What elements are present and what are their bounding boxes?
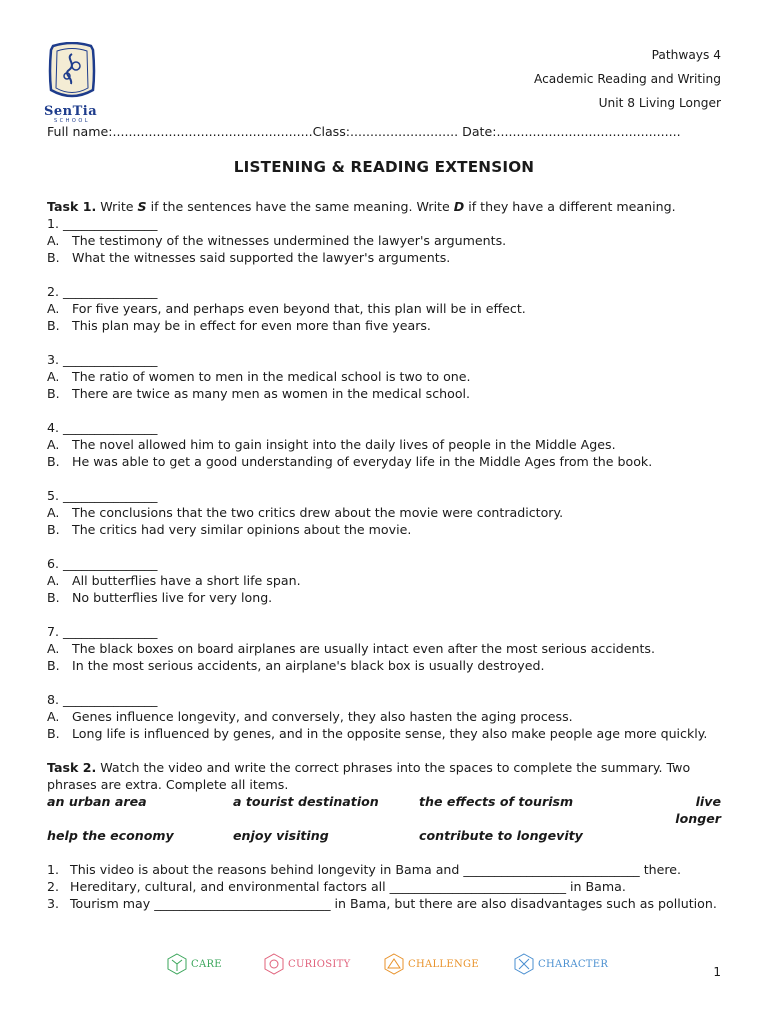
- phrase: a tourist destination: [233, 794, 379, 809]
- task1-label: Task 1.: [47, 199, 97, 214]
- option-b: No butterflies live for very long.: [72, 590, 273, 605]
- answer-blank[interactable]: 2. _______________: [47, 284, 158, 299]
- curiosity-icon: [262, 952, 286, 976]
- answer-blank[interactable]: 4. _______________: [47, 420, 158, 435]
- phrase: live longer: [675, 794, 721, 826]
- task2-instruction: [47, 759, 721, 793]
- question-2: 2. _______________ A. For five years, and perhaps even beyond that, this plan will be in effect. B. This plan may be in effect for even more than five years.: [47, 283, 721, 334]
- item-text[interactable]: Tourism may ____________________________ in Bama, but there are also disadvantages such as pollution.: [70, 896, 717, 911]
- option-a: The conclusions that the two critics drew about the movie were contradictory.: [72, 505, 564, 520]
- task1-instr-b: if the sentences have the same meaning. Write: [146, 199, 454, 214]
- item-text[interactable]: Hereditary, cultural, and environmental factors all ____________________________ in Bama.: [70, 879, 626, 894]
- task1-s-letter: S: [137, 199, 147, 214]
- page-number: 1: [713, 965, 721, 979]
- summary-item-3: [47, 895, 721, 912]
- option-b: In the most serious accidents, an airplane's black box is usually destroyed.: [72, 658, 545, 673]
- worksheet-content: [47, 198, 721, 912]
- phrase: enjoy visiting: [233, 828, 329, 843]
- character-icon: [512, 952, 536, 976]
- values-footer: [0, 952, 768, 978]
- task2-instr-text: Watch the video and write the correct phrases into the spaces to complete the summary. Two phrases are extra. Complete all items.: [47, 760, 691, 792]
- task1-instr-c: if they have a different meaning.: [464, 199, 676, 214]
- option-a: For five years, and perhaps even beyond that, this plan will be in effect.: [72, 301, 526, 316]
- item-number: 1.: [47, 862, 60, 877]
- item-number: 3.: [47, 896, 60, 911]
- task1-instruction: [47, 198, 721, 215]
- logo-sub: SCHOOL: [54, 118, 91, 124]
- phrase: an urban area: [47, 794, 147, 809]
- option-b: The critics had very similar opinions about the movie.: [72, 522, 412, 537]
- option-a: The novel allowed him to gain insight into the daily lives of people in the Middle Ages.: [72, 437, 616, 452]
- curiosity-label: CURIOSITY: [288, 958, 351, 970]
- challenge-icon: [382, 952, 406, 976]
- phrase: contribute to longevity: [419, 828, 583, 843]
- option-a: Genes influence longevity, and conversely, they also hasten the aging process.: [72, 709, 573, 724]
- option-b: This plan may be in effect for even more than five years.: [72, 318, 431, 333]
- care-icon: [165, 952, 189, 976]
- answer-blank[interactable]: 8. _______________: [47, 692, 158, 707]
- question-1: 1. _______________ A. The testimony of the witnesses undermined the lawyer's arguments. B. What the witnesses said supported the lawyer's arguments.: [47, 215, 721, 266]
- phrase: help the economy: [47, 828, 174, 843]
- care-label: CARE: [191, 958, 222, 970]
- answer-blank[interactable]: 3. _______________: [47, 352, 158, 367]
- character-badge: [512, 952, 608, 976]
- answer-blank[interactable]: 7. _______________: [47, 624, 158, 639]
- option-a: The black boxes on board airplanes are usually intact even after the most serious accidents.: [72, 641, 655, 656]
- option-a: The ratio of women to men in the medical school is two to one.: [72, 369, 471, 384]
- answer-blank[interactable]: 6. _______________: [47, 556, 158, 571]
- question-8: 8. _______________ A. Genes influence longevity, and conversely, they also hasten the aging process. B. Long life is influenced by genes, and in the opposite sense, they also make people age more quickly.: [47, 691, 721, 742]
- question-3: 3. _______________ A. The ratio of women to men in the medical school is two to one. B. There are twice as many men as women in the medical school.: [47, 351, 721, 402]
- item-number: 2.: [47, 879, 60, 894]
- school-crest-icon: [47, 42, 97, 100]
- option-b: Long life is influenced by genes, and in the opposite sense, they also make people age more quickly.: [72, 726, 708, 741]
- phrase: the effects of tourism: [419, 794, 574, 809]
- question-4: 4. _______________ A. The novel allowed him to gain insight into the daily lives of people in the Middle Ages. B. He was able to get a good understanding of everyday life in the Middle Ages from the book.: [47, 419, 721, 470]
- task2-label: Task 2.: [47, 760, 97, 775]
- course-subject: Academic Reading and Writing: [533, 72, 721, 86]
- question-5: 5. _______________ A. The conclusions that the two critics drew about the movie were contradictory. B. The critics had very similar opinions about the movie.: [47, 487, 721, 538]
- character-label: CHARACTER: [538, 958, 609, 970]
- school-logo: [44, 42, 100, 124]
- option-a: All butterflies have a short life span.: [72, 573, 301, 588]
- answer-blank[interactable]: 5. _______________: [47, 488, 158, 503]
- task1-instr-a: Write: [96, 199, 138, 214]
- task1-d-letter: D: [453, 199, 465, 214]
- option-b: There are twice as many men as women in the medical school.: [72, 386, 471, 401]
- summary-item-1: [47, 861, 721, 878]
- option-b: What the witnesses said supported the lawyer's arguments.: [72, 250, 451, 265]
- logo-name: SenTia: [44, 104, 98, 119]
- header-info: [534, 43, 721, 115]
- option-b: He was able to get a good understanding of everyday life in the Middle Ages from the book.: [72, 454, 653, 469]
- item-text[interactable]: This video is about the reasons behind longevity in Bama and ____________________________ there.: [70, 862, 682, 877]
- challenge-label: CHALLENGE: [408, 958, 479, 970]
- answer-blank[interactable]: 1. _______________: [47, 216, 158, 231]
- question-7: 7. _______________ A. The black boxes on board airplanes are usually intact even after the most serious accidents. B. In the most serious accidents, an airplane's black box is usually destroyed.: [47, 623, 721, 674]
- option-a: The testimony of the witnesses undermined the lawyer's arguments.: [72, 233, 507, 248]
- unit-name: Unit 8 Living Longer: [598, 96, 721, 110]
- curiosity-badge: [262, 952, 351, 976]
- question-6: 6. _______________ A. All butterflies have a short life span. B. No butterflies live for very long.: [47, 555, 721, 606]
- page-title: LISTENING & READING EXTENSION: [233, 158, 535, 176]
- challenge-badge: [382, 952, 479, 976]
- care-badge: [165, 952, 222, 976]
- course-name: Pathways 4: [651, 48, 721, 62]
- phrase-bank-row-2: [47, 827, 721, 844]
- student-info-line: Full name:..................................................Class:........................... Date:..............................................: [47, 124, 681, 139]
- summary-item-2: [47, 878, 721, 895]
- phrase-bank-row-1: [47, 793, 721, 827]
